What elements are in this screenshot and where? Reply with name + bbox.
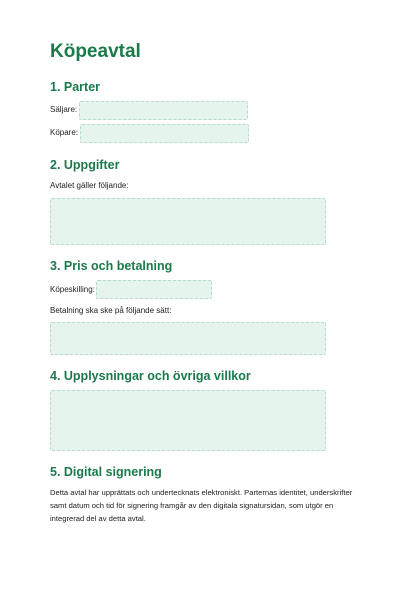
- section-heading-parter: 1. Parter: [50, 80, 101, 94]
- uppgifter-intro: Avtalet gäller följande:: [50, 181, 129, 190]
- details-textarea[interactable]: [50, 198, 326, 245]
- section-heading-pris: 3. Pris och betalning: [50, 259, 173, 273]
- seller-field[interactable]: [79, 101, 248, 120]
- buyer-label: Köpare:: [50, 128, 79, 137]
- terms-textarea[interactable]: [50, 390, 326, 451]
- section-heading-upplysningar: 4. Upplysningar och övriga villkor: [50, 369, 251, 383]
- section-heading-uppgifter: 2. Uppgifter: [50, 158, 120, 172]
- seller-label: Säljare:: [50, 105, 78, 114]
- payment-textarea[interactable]: [50, 322, 326, 355]
- price-label: Köpeskilling:: [50, 285, 95, 294]
- price-field[interactable]: [96, 280, 212, 299]
- signering-paragraph: Detta avtal har upprättats och undertecknats elektroniskt. Parternas identitet, underskrifter samt datum och tid för signering framgår av den digitala signatursidan, som utgör en integrerad del av detta avtal.: [50, 488, 353, 523]
- document-title: Köpeavtal: [50, 41, 141, 62]
- buyer-field[interactable]: [80, 124, 249, 143]
- payment-label: Betalning ska ske på följande sätt:: [50, 306, 172, 315]
- section-heading-signering: 5. Digital signering: [50, 465, 162, 479]
